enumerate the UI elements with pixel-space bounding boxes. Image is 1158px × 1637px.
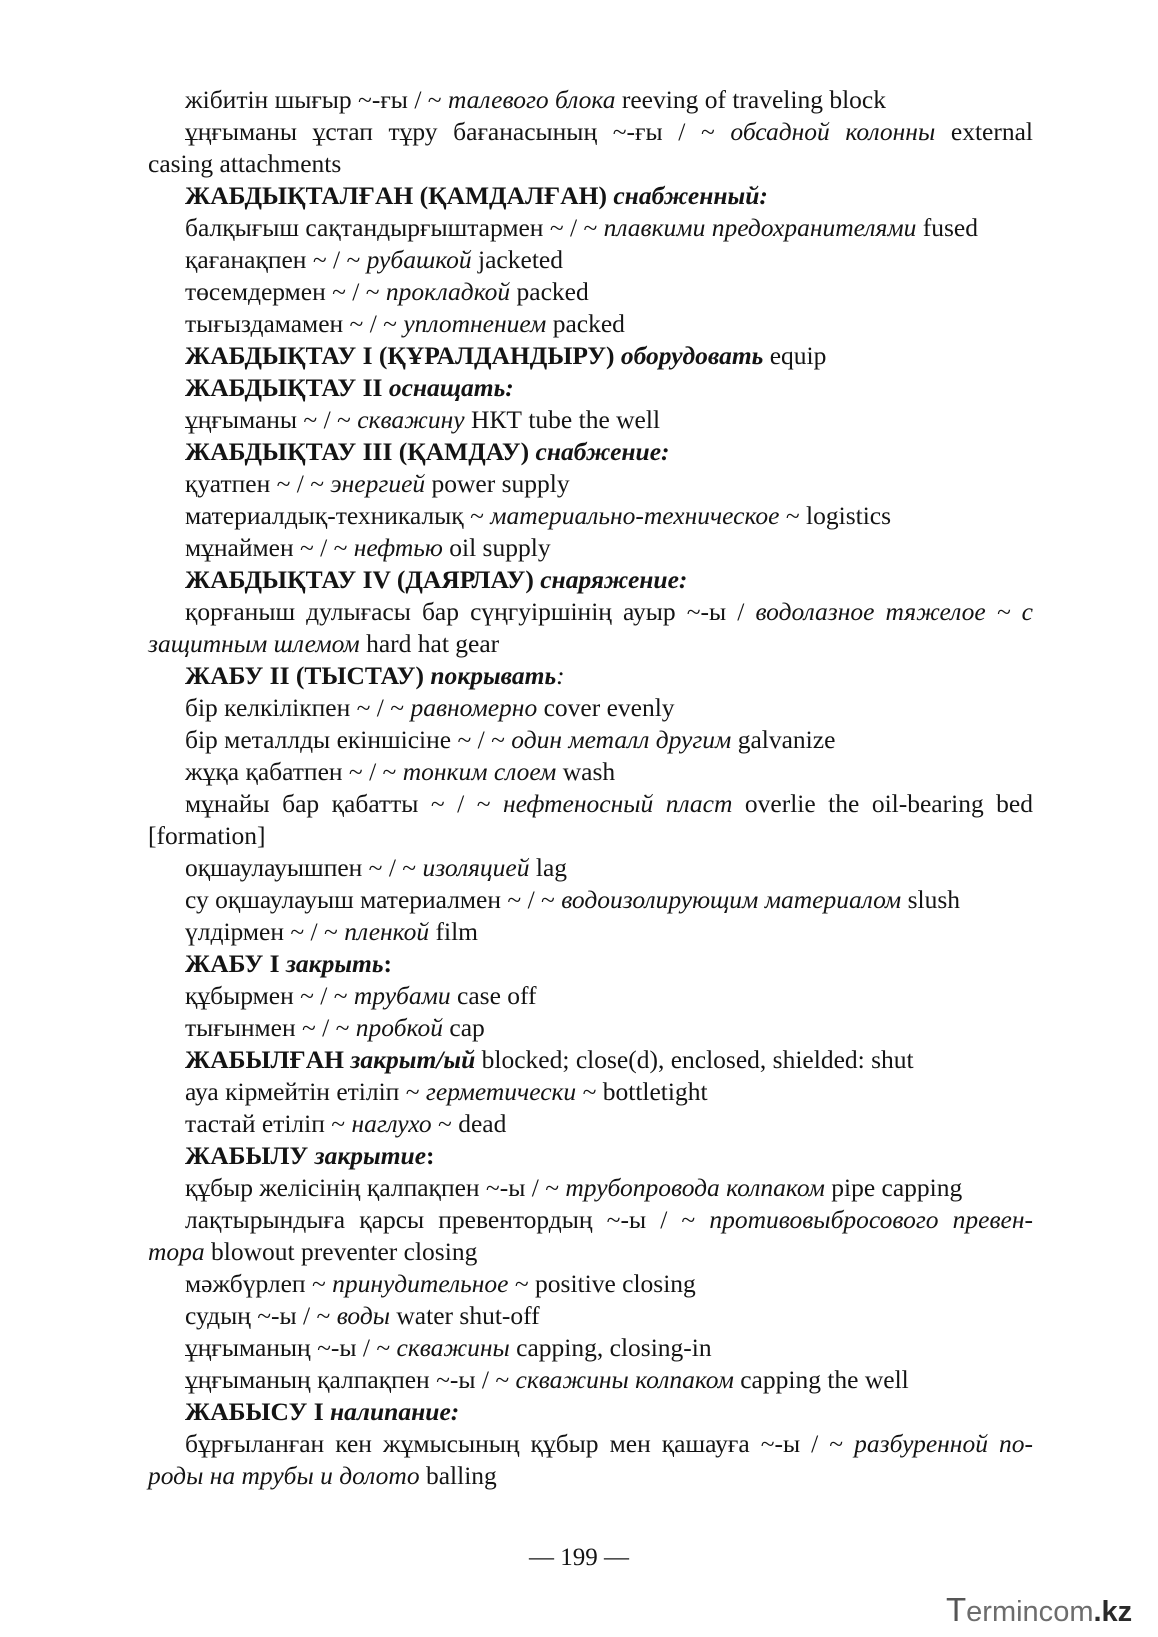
text-run: разбуренной по- xyxy=(854,1429,1033,1458)
entry-line xyxy=(185,1012,485,1044)
text-run: материально-техническое xyxy=(490,501,780,530)
text-run: нефтеносный пласт xyxy=(503,789,733,818)
text-run: тонким слоем xyxy=(402,757,557,786)
entry-line xyxy=(185,244,563,276)
entry-line xyxy=(185,884,960,916)
entry-line xyxy=(185,404,660,436)
text-run: ЖАБЫЛҒАН xyxy=(185,1045,351,1074)
text-run: жұқа қабатпен ~ / ~ xyxy=(185,757,403,786)
text-run: материалдық-техникалық ~ xyxy=(185,501,491,530)
text-run: трубами xyxy=(353,981,451,1010)
page-number: — 199 — xyxy=(529,1544,629,1571)
text-run: бұрғыланған кен жұмысының құбыр мен қашауға ~-ы / ~ xyxy=(185,1429,855,1458)
text-run: құбырмен ~ / ~ xyxy=(185,981,354,1010)
entry-line xyxy=(185,276,589,308)
text-run: case off xyxy=(450,981,537,1010)
text-run: скважины колпаком xyxy=(515,1365,734,1394)
text-run: наглухо xyxy=(351,1109,432,1138)
site-watermark: Termincom.kz xyxy=(946,1591,1133,1628)
text-run: защитным шлемом xyxy=(148,629,360,658)
text-run: принудительное xyxy=(332,1269,509,1298)
text-run: изоляцией xyxy=(422,853,530,882)
text-run: [formation] xyxy=(148,821,266,850)
text-run: : xyxy=(383,949,393,978)
entry-line xyxy=(185,1044,914,1076)
entry-line xyxy=(148,1236,477,1268)
text-run: ~ logistics xyxy=(779,501,892,530)
text-run: скважины xyxy=(396,1333,510,1362)
text-run: balling xyxy=(419,1461,497,1490)
text-run: blocked; close(d), enclosed, shielded: shut xyxy=(475,1045,914,1074)
text-run: wash xyxy=(556,757,616,786)
text-run: ЖАБУ II (ТЫСТАУ) xyxy=(185,661,431,690)
text-run: power supply xyxy=(425,469,570,498)
text-run: тора xyxy=(148,1237,205,1266)
text-run: cover evenly xyxy=(537,693,675,722)
text-run: бір металлды екіншісіне ~ / ~ xyxy=(185,725,512,754)
text-run: НКТ tube the well xyxy=(464,405,661,434)
text-run: мәжбүрлеп ~ xyxy=(185,1269,333,1298)
entry-line xyxy=(185,212,978,244)
entry-line xyxy=(185,980,537,1012)
text-run: jacketed xyxy=(471,245,563,274)
text-run: роды на трубы и долото xyxy=(148,1461,420,1490)
entry-line xyxy=(185,1268,696,1300)
text-run: қорғаныш дулығасы бар сүңгуіршінің ауыр ~-ы / xyxy=(185,597,756,626)
text-run: обсадной колонны xyxy=(730,117,936,146)
text-run: capping, closing-in xyxy=(509,1333,712,1362)
text-run: ~ dead xyxy=(431,1109,507,1138)
text-run: pipe capping xyxy=(824,1173,963,1202)
entry-line xyxy=(185,1108,506,1140)
text-run: cap xyxy=(443,1013,485,1042)
text-run: ЖАБЫСУ I xyxy=(185,1397,330,1426)
entry-line xyxy=(185,180,768,212)
entry-line xyxy=(185,1204,1033,1236)
entry-line xyxy=(185,116,1033,148)
entry-line xyxy=(185,372,514,404)
entry-line xyxy=(185,852,567,884)
text-run: packed xyxy=(546,309,625,338)
entry-line xyxy=(185,84,886,116)
text-run: балқығыш сақтандырғыштармен ~ / ~ xyxy=(185,213,604,242)
entry-line xyxy=(148,148,341,180)
entry-line xyxy=(148,628,499,660)
text-run: ЖАБДЫҚТАЛҒАН (ҚАМДАЛҒАН) xyxy=(185,181,614,210)
text-run: равномерно xyxy=(410,693,538,722)
text-run: талевого блока xyxy=(447,85,616,114)
text-run: lag xyxy=(529,853,568,882)
text-run: қағанақпен ~ / ~ xyxy=(185,245,367,274)
text-run: ұңғыманы ~ / ~ xyxy=(185,405,358,434)
entry-line xyxy=(185,1140,435,1172)
text-run: төсемдермен ~ / ~ xyxy=(185,277,386,306)
text-run: тастай етіліп ~ xyxy=(185,1109,352,1138)
text-run: packed xyxy=(510,277,589,306)
entry-line xyxy=(185,916,478,948)
entry-line xyxy=(185,948,392,980)
text-run: ЖАБДЫҚТАУ IV (ДАЯРЛАУ) xyxy=(185,565,541,594)
entry-line xyxy=(148,1460,497,1492)
text-run: ЖАБДЫҚТАУ I (ҚҰРАЛДАНДЫРУ) xyxy=(185,341,621,370)
text-run: ЖАБДЫҚТАУ III (ҚАМДАУ) xyxy=(185,437,536,466)
entry-line xyxy=(185,564,687,596)
text-run: ұңғыманың ~-ы / ~ xyxy=(185,1333,397,1362)
text-run: нефтью xyxy=(353,533,443,562)
text-run: закрыть xyxy=(285,949,384,978)
entry-line xyxy=(185,724,835,756)
text-run: ~ bottletight xyxy=(576,1077,708,1106)
text-run: : xyxy=(556,661,565,690)
text-run: hard hat gear xyxy=(359,629,500,658)
text-run: жібитін шығыр ~-ғы / ~ xyxy=(185,85,448,114)
text-run: пробкой xyxy=(355,1013,443,1042)
entry-line xyxy=(185,788,1033,820)
text-run: противовыбросового превен- xyxy=(709,1205,1033,1234)
entry-line xyxy=(185,1172,962,1204)
entry-line xyxy=(185,532,551,564)
entry-line xyxy=(185,1396,459,1428)
text-run: қуатпен ~ / ~ xyxy=(185,469,331,498)
text-run: оқшаулауышпен ~ / ~ xyxy=(185,853,423,882)
text-run: прокладкой xyxy=(385,277,511,306)
text-run: энергией xyxy=(330,469,426,498)
text-run: ЖАБДЫҚТАУ II xyxy=(185,373,389,402)
text-run: покрывать xyxy=(430,661,557,690)
text-run: slush xyxy=(901,885,961,914)
entry-line xyxy=(185,756,615,788)
entry-line xyxy=(185,1428,1033,1460)
text-run: тығынмен ~ / ~ xyxy=(185,1013,356,1042)
text-run: ЖАБУ I xyxy=(185,949,286,978)
text-run: external xyxy=(935,117,1033,146)
entry-line xyxy=(185,692,675,724)
text-run: оборудовать xyxy=(620,341,764,370)
text-run: ЖАБЫЛУ xyxy=(185,1141,315,1170)
entry-line xyxy=(185,660,565,692)
text-run: лақтырындыға қарсы превентордың ~-ы / ~ xyxy=(185,1205,710,1234)
text-run: налипание: xyxy=(330,1397,460,1426)
text-run: film xyxy=(429,917,478,946)
entry-line xyxy=(185,436,670,468)
text-run: снаряжение: xyxy=(540,565,688,594)
entry-line xyxy=(185,1332,712,1364)
text-run: один металл другим xyxy=(511,725,732,754)
text-run: закрыт/ый xyxy=(350,1045,476,1074)
text-run: плавкими предохранителями xyxy=(603,213,917,242)
text-run: воды xyxy=(336,1301,391,1330)
text-run: ауа кірмейтін етіліп ~ xyxy=(185,1077,426,1106)
text-run: blowout preventer closing xyxy=(204,1237,478,1266)
text-run: оснащать: xyxy=(388,373,514,402)
text-run: пленкой xyxy=(344,917,430,946)
text-run: ұңғыманың қалпақпен ~-ы / ~ xyxy=(185,1365,516,1394)
text-run: водолазное тяжелое ~ с xyxy=(755,597,1033,626)
text-run: скважину xyxy=(357,405,465,434)
entry-line xyxy=(185,1076,708,1108)
text-run: overlie the oil-bearing bed xyxy=(732,789,1033,818)
text-run: герметически xyxy=(425,1077,577,1106)
entry-line xyxy=(185,468,570,500)
entry-line xyxy=(185,1364,909,1396)
text-run: су оқшаулауыш материалмен ~ / ~ xyxy=(185,885,562,914)
entry-line xyxy=(185,596,1033,628)
text-run: : xyxy=(426,1141,435,1170)
entry-line xyxy=(185,308,625,340)
text-run: мұнаймен ~ / ~ xyxy=(185,533,354,562)
text-run: водоизолирующим материалом xyxy=(561,885,902,914)
text-run: galvanize xyxy=(731,725,836,754)
entry-line xyxy=(185,500,891,532)
text-run: бір келкілікпен ~ / ~ xyxy=(185,693,411,722)
text-run: equip xyxy=(763,341,827,370)
text-run: уплотнением xyxy=(403,309,547,338)
text-run: oil supply xyxy=(442,533,551,562)
text-run: тығыздамамен ~ / ~ xyxy=(185,309,404,338)
text-run: мұнайы бар қабатты ~ / ~ xyxy=(185,789,504,818)
text-run: fused xyxy=(916,213,978,242)
entry-line xyxy=(185,340,826,372)
entry-line xyxy=(148,820,266,852)
text-run: рубашкой xyxy=(366,245,472,274)
text-run: трубопровода колпаком xyxy=(565,1173,825,1202)
text-run: water shut-off xyxy=(390,1301,540,1330)
text-run: үлдірмен ~ / ~ xyxy=(185,917,345,946)
text-run: закрытие xyxy=(314,1141,427,1170)
text-run: ұңғыманы ұстап тұру бағанасының ~-ғы / ~ xyxy=(185,117,731,146)
text-run: ~ positive closing xyxy=(508,1269,696,1298)
text-run: снабженный: xyxy=(613,181,768,210)
text-run: құбыр желісінің қалпақпен ~-ы / ~ xyxy=(185,1173,566,1202)
text-run: casing attachments xyxy=(148,149,342,178)
text-run: reeving of traveling block xyxy=(615,85,886,114)
text-run: снабжение: xyxy=(535,437,670,466)
entry-line xyxy=(185,1300,540,1332)
text-run: судың ~-ы / ~ xyxy=(185,1301,337,1330)
text-run: capping the well xyxy=(733,1365,909,1394)
